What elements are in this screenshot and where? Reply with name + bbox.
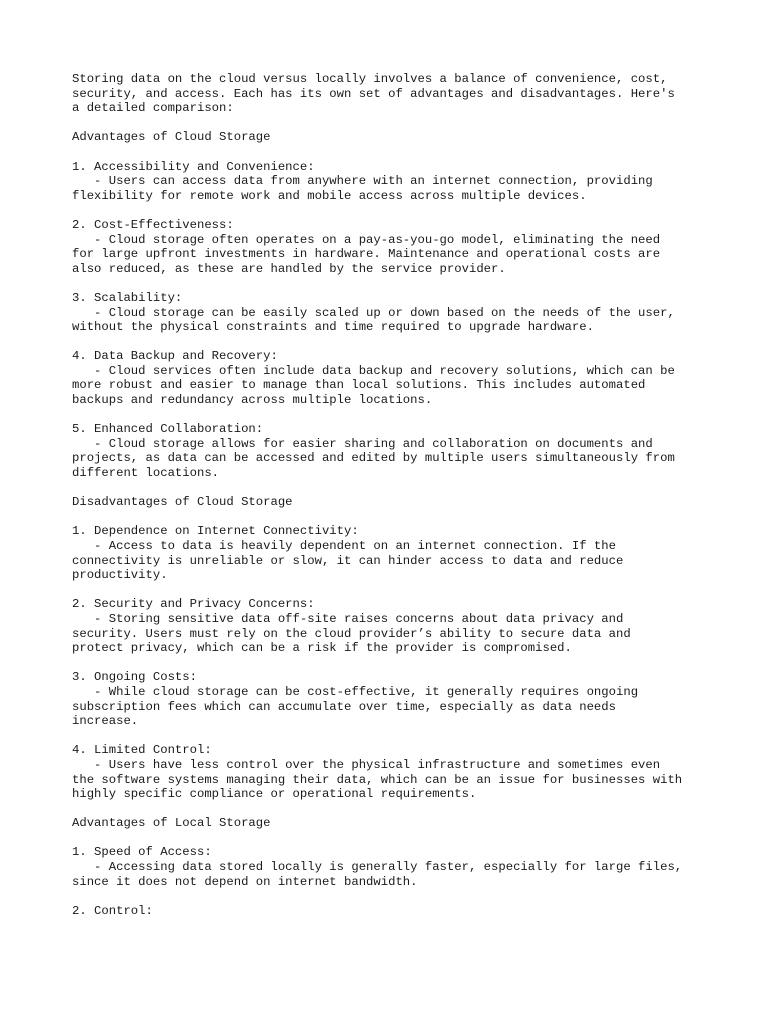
list-item xyxy=(72,145,768,203)
list-item xyxy=(72,831,768,889)
item-title: 2. Control: xyxy=(72,903,153,918)
text-line: Storing data on the cloud versus locally involves a balance of convenience, cost, xyxy=(72,72,668,86)
blank-line xyxy=(72,510,768,525)
section-heading: Disadvantages of Cloud Storage xyxy=(72,495,293,510)
blank-line xyxy=(72,335,768,350)
text-line: a detailed comparison: xyxy=(72,101,234,116)
item-title: 5. Enhanced Collaboration: xyxy=(72,422,264,437)
item-title: 1. Speed of Access: xyxy=(72,845,212,860)
blank-line xyxy=(72,831,768,846)
blank-line xyxy=(72,203,768,218)
blank-line xyxy=(72,145,768,160)
blank-line xyxy=(72,276,768,291)
blank-line xyxy=(72,729,768,744)
section-heading: Advantages of Cloud Storage xyxy=(72,130,271,145)
list-item xyxy=(72,656,768,729)
item-title: 1. Accessibility and Convenience: xyxy=(72,159,315,174)
item-body-line: productivity. xyxy=(72,568,168,583)
item-body-line: also reduced, as these are handled by the service provider. xyxy=(72,261,506,276)
list-item xyxy=(72,408,768,481)
section-heading: Advantages of Local Storage xyxy=(72,816,271,831)
list-item xyxy=(72,729,768,802)
document-sections xyxy=(72,116,768,919)
list-item xyxy=(72,276,768,334)
item-body-line: - Cloud storage allows for easier sharing and collaboration on documents and xyxy=(72,436,653,451)
blank-line xyxy=(72,583,768,598)
item-title: 3. Scalability: xyxy=(72,290,183,305)
item-body-line: - Users can access data from anywhere with an internet connection, providing xyxy=(72,174,653,189)
item-body-line: connectivity is unreliable or slow, it can hinder access to data and reduce xyxy=(72,553,624,568)
item-title: 4. Data Backup and Recovery: xyxy=(72,349,278,364)
item-body-line: - Cloud storage can be easily scaled up or down based on the needs of the user, xyxy=(72,305,675,320)
list-item xyxy=(72,335,768,408)
section xyxy=(72,802,768,919)
item-body-line: security. Users must rely on the cloud provider’s ability to secure data and xyxy=(72,626,631,641)
item-body-line: projects, as data can be accessed and edited by multiple users simultaneously from xyxy=(72,451,675,466)
item-title: 3. Ongoing Costs: xyxy=(72,670,197,685)
blank-line xyxy=(72,656,768,671)
item-body-line: the software systems managing their data, which can be an issue for businesses with xyxy=(72,772,683,787)
item-body-line: without the physical constraints and time required to upgrade hardware. xyxy=(72,320,594,335)
list-item xyxy=(72,203,768,276)
item-body-line: - Cloud storage often operates on a pay-as-you-go model, eliminating the need xyxy=(72,232,661,247)
item-body-line: since it does not depend on internet bandwidth. xyxy=(72,874,418,889)
blank-line xyxy=(72,481,768,496)
section xyxy=(72,481,768,802)
blank-line xyxy=(72,116,768,131)
item-body-line: - Storing sensitive data off-site raises concerns about data privacy and xyxy=(72,611,624,626)
list-item xyxy=(72,583,768,656)
section xyxy=(72,116,768,481)
item-body-line: more robust and easier to manage than local solutions. This includes automated xyxy=(72,378,646,393)
item-body-line: flexibility for remote work and mobile access across multiple devices. xyxy=(72,188,587,203)
item-title: 2. Security and Privacy Concerns: xyxy=(72,597,315,612)
item-body-line: - Users have less control over the physical infrastructure and sometimes even xyxy=(72,757,661,772)
list-item xyxy=(72,889,768,918)
item-body-line: different locations. xyxy=(72,466,220,481)
item-title: 1. Dependence on Internet Connectivity: xyxy=(72,524,359,539)
item-body-line: highly specific compliance or operational requirements. xyxy=(72,787,477,802)
intro-paragraph xyxy=(72,72,768,116)
item-body-line: - Access to data is heavily dependent on an internet connection. If the xyxy=(72,539,616,553)
item-body-line: protect privacy, which can be a risk if the provider is compromised. xyxy=(72,641,572,656)
list-item xyxy=(72,510,768,583)
item-body-line: - While cloud storage can be cost-effective, it generally requires ongoing xyxy=(72,684,639,699)
item-body-line: - Accessing data stored locally is generally faster, especially for large files, xyxy=(72,860,683,875)
item-body-line: increase. xyxy=(72,714,139,729)
item-title: 2. Cost-Effectiveness: xyxy=(72,217,234,232)
blank-line xyxy=(72,802,768,817)
item-body-line: backups and redundancy across multiple locations. xyxy=(72,393,433,408)
blank-line xyxy=(72,408,768,423)
item-body-line: subscription fees which can accumulate over time, especially as data needs xyxy=(72,699,616,714)
text-line: security, and access. Each has its own set of advantages and disadvantages. Here's xyxy=(72,86,675,101)
blank-line xyxy=(72,889,768,904)
item-body-line: for large upfront investments in hardware. Maintenance and operational costs are xyxy=(72,247,661,262)
item-body-line: - Cloud services often include data backup and recovery solutions, which can be xyxy=(72,363,675,378)
item-title: 4. Limited Control: xyxy=(72,743,212,758)
